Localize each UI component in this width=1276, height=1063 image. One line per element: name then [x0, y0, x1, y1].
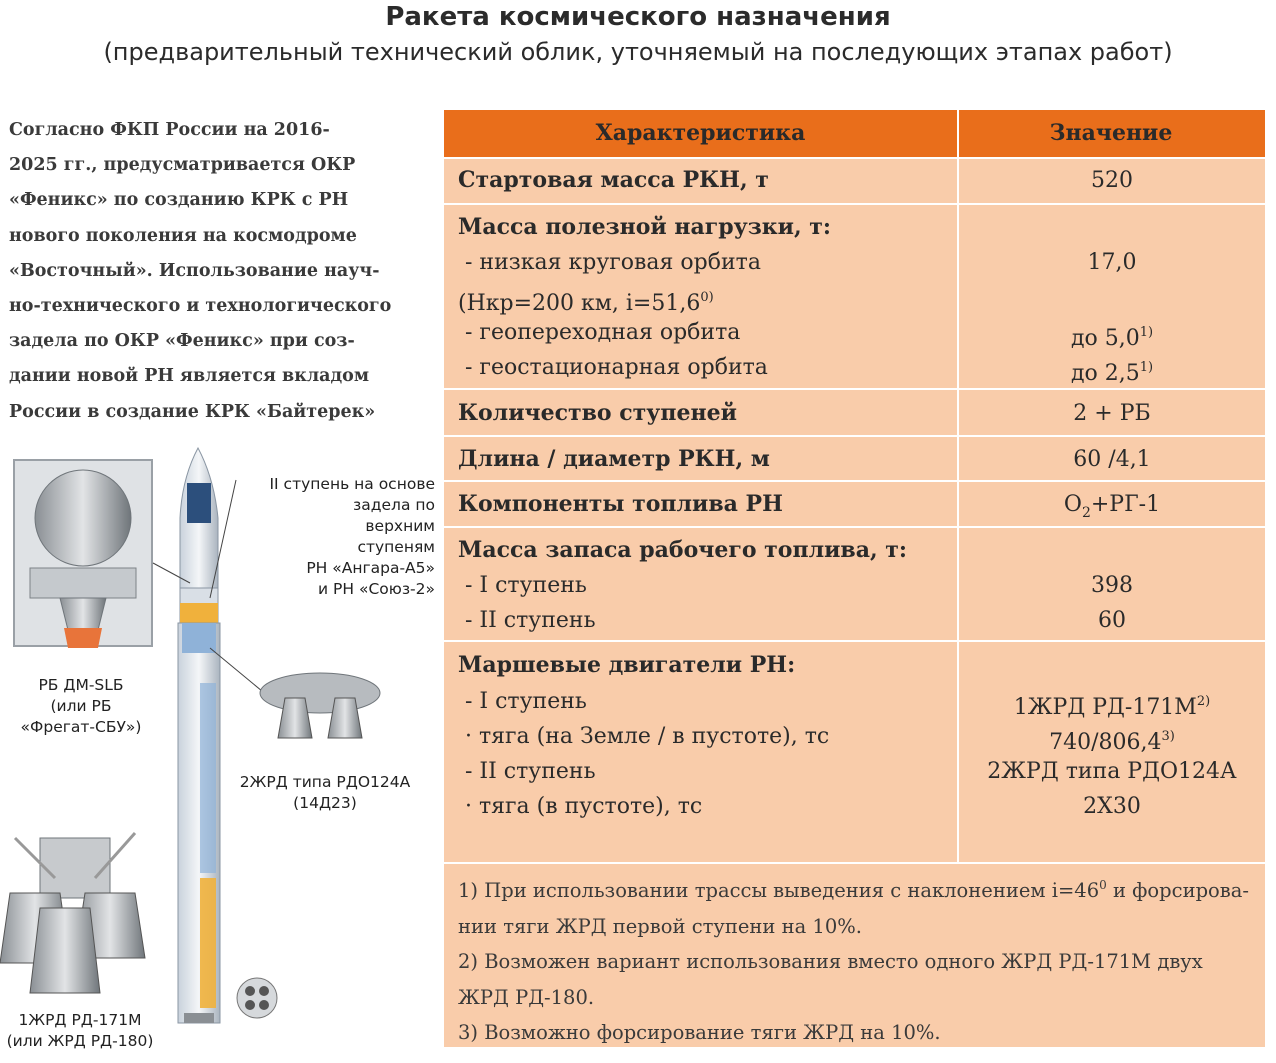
- row-divider: [444, 862, 1265, 864]
- payload-gto-value: до 5,0$^{1)}$: [1070, 325, 1154, 351]
- engines-stage1-label: - I ступень: [458, 689, 587, 714]
- engines-label: Маршевые двигатели РН:: [458, 652, 796, 678]
- intro-line: дании новой РН является вкладом: [9, 366, 370, 387]
- intro-line: «Восточный». Использование науч-: [9, 260, 380, 281]
- engines-stage1-value: 1ЖРД $РД-171М^{2)}$: [1013, 694, 1211, 720]
- intro-line: Согласно ФКП России на 2016-: [9, 120, 330, 140]
- upper-stage-caption: РБ ДМ-SLБ (или РБ «Фрегат-СБУ»): [20, 676, 142, 736]
- fuel-stage2-label: - II ступень: [458, 608, 596, 633]
- intro-line: нового поколения на космодроме: [9, 225, 357, 246]
- rd171m-caption: 1ЖРД РД-171М (или ЖРД РД-180): [6, 1011, 154, 1050]
- intro-paragraph: [9, 113, 409, 430]
- row-divider: [444, 480, 1265, 482]
- payload-leo-value: 17,0: [1087, 250, 1137, 275]
- intro-line: задела по ОКР «Феникс» при соз-: [9, 331, 355, 352]
- stages-label: Количество ступеней: [458, 400, 737, 426]
- payload-label: Масса полезной нагрузки, т:: [458, 214, 832, 240]
- fuel-mass-label: Масса запаса рабочего топлива, т:: [458, 537, 908, 563]
- header-characteristic: Характеристика: [595, 120, 806, 146]
- note-3: 3) Возможно форсирование тяги ЖРД на 10%.: [458, 1021, 941, 1044]
- note-2: 2) Возможен вариант использования вместо одного ЖРД РД-171М двух: [458, 950, 1203, 973]
- page-subtitle: (предварительный технический облик, уточняемый на последующих этапах работ): [103, 38, 1173, 66]
- header-value: Значение: [1049, 120, 1173, 146]
- payload-leo-label: - низкая круговая орбита: [458, 250, 761, 275]
- payload-geo-label: - геостационарная орбита: [458, 355, 768, 380]
- launch-mass-label: Стартовая масса РКН, т: [458, 167, 769, 193]
- payload-gto-label: - геопереходная орбита: [458, 320, 741, 345]
- table-header: [444, 110, 1265, 157]
- engines-stage2-value: 2ЖРД типа РДО124А: [987, 759, 1237, 784]
- engines-thrust1-value: 740/806,4$^{3)}$: [1049, 729, 1175, 755]
- propellants-label: Компоненты топлива РН: [458, 491, 783, 517]
- row-divider: [444, 157, 1265, 159]
- note-1-cont: нии тяги ЖРД первой ступени на 10%.: [458, 914, 862, 938]
- engines-thrust2-value: 2Х30: [1083, 794, 1141, 819]
- row-divider: [444, 640, 1265, 642]
- second-stage-caption: II ступень на основе задела по верхним ступеням РН «Ангара-А5» и РН «Союз-2»: [269, 475, 435, 598]
- note-2-cont: ЖРД РД-180.: [458, 985, 595, 1009]
- payload-geo-value: до 2,5$^{1)}$: [1070, 360, 1154, 386]
- engines-thrust2-label: · тяга (в пустоте), тс: [458, 794, 703, 819]
- engines-thrust1-label: · тяга (на Земле / в пустоте), тс: [458, 724, 830, 749]
- intro-line: России в создание КРК «Байтерек»: [9, 401, 376, 422]
- table-notes: [458, 868, 1249, 1051]
- note-1: 1) При использовании трассы выведения с наклонением $i=46^0$ и форсирова-: [458, 878, 1249, 902]
- dimensions-value: 60 /4,1: [1073, 447, 1151, 472]
- payload-leo-params: (Нкр=200 км, $i=51,6^{0)}$: [458, 290, 714, 316]
- stages-value: 2 + РБ: [1073, 401, 1151, 426]
- rdo124a-engine-image: [260, 673, 380, 738]
- launch-mass-value: 520: [1091, 168, 1133, 193]
- propellants-value: $О_2+РГ-1$: [1063, 492, 1161, 521]
- page-title: Ракета космического назначения: [385, 2, 891, 32]
- fuel-stage1-label: - I ступень: [458, 573, 587, 598]
- fuel-stage2-value: 60: [1098, 608, 1126, 633]
- row-divider: [444, 435, 1265, 437]
- upper-stage-image: [14, 460, 152, 648]
- engine-bottom-view: [237, 978, 277, 1018]
- intro-line: но-технического и технологического: [9, 296, 392, 317]
- fuel-stage1-value: 398: [1091, 573, 1133, 598]
- rd171m-engine-image: [0, 833, 145, 993]
- intro-line: 2025 гг., предусматривается ОКР: [9, 155, 356, 176]
- engines-stage2-label: - II ступень: [458, 759, 596, 784]
- rocket-body: [178, 448, 220, 1023]
- row-divider: [444, 203, 1265, 205]
- intro-line: «Феникс» по созданию КРК с РН: [9, 190, 349, 211]
- rdo124a-caption: 2ЖРД типа РДО124А (14Д23): [239, 773, 411, 812]
- dimensions-label: Длина / диаметр РКН, м: [458, 446, 770, 472]
